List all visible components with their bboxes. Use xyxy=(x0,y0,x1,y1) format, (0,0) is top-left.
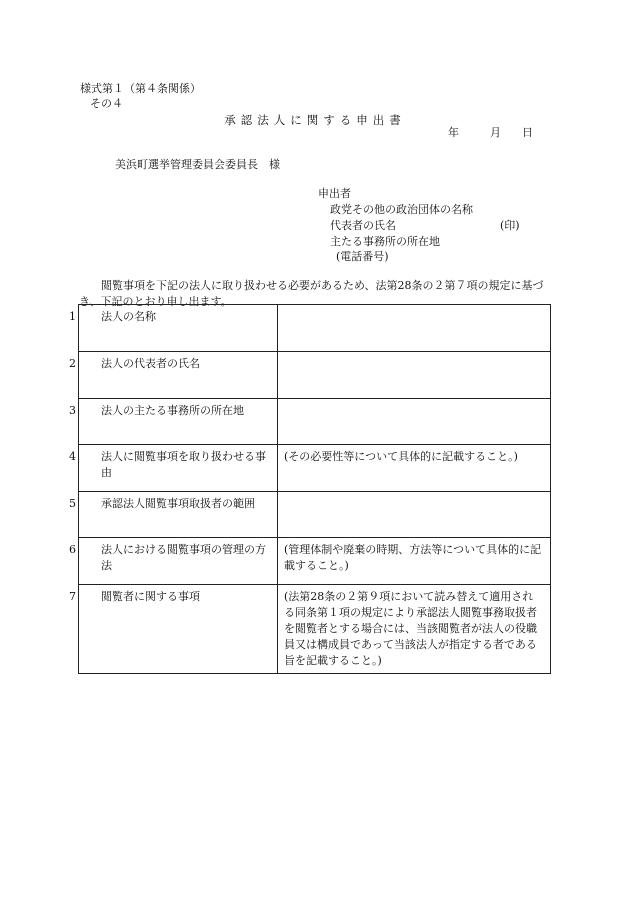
table-row xyxy=(79,445,551,492)
table-row xyxy=(79,585,551,674)
item-label: 承認法人閲覧事項取扱者の範囲 xyxy=(101,497,255,510)
item-label: 法人に閲覧事項を取り扱わせる事由 xyxy=(101,450,266,479)
item-label-cell xyxy=(69,585,278,674)
item-number: 6 xyxy=(69,543,76,556)
item-value-cell[interactable] xyxy=(278,305,551,352)
item-label: 法人における閲覧事項の管理の方法 xyxy=(101,543,266,572)
applicant-rep-name-label: 代表者の氏名 xyxy=(330,219,396,232)
applicant-phone-label: (電話番号) xyxy=(336,250,389,263)
table-row xyxy=(79,399,551,445)
item-value-cell[interactable] xyxy=(278,492,551,538)
table-row xyxy=(79,492,551,538)
item-label-cell xyxy=(69,492,278,538)
body-text: 閲覧事項を下記の法人に取り扱わせる必要があるため、法第28条の２第７項の規定に基づき、下記のとおり申し出ます。 xyxy=(79,279,544,308)
date-day: 日 xyxy=(522,126,533,139)
applicant-org-name-label: 政党その他の政治団体の名称 xyxy=(330,203,473,216)
item-label: 法人の名称 xyxy=(101,310,156,323)
item-note: (管理体制や廃棄の時期、方法等について具体的に記載すること。) xyxy=(284,543,542,572)
item-number: 2 xyxy=(69,357,76,370)
item-number: 5 xyxy=(69,497,76,510)
table-row xyxy=(79,352,551,399)
item-note: (その必要性等について具体的に記載すること。) xyxy=(284,450,518,463)
item-label-cell xyxy=(69,445,278,492)
date-year: 年 xyxy=(448,126,459,139)
item-note: (法第28条の２第９項において読み替えて適用される同条第１項の規定により承認法人閲覧事務取扱者を閲覧者とする場合には、当該閲覧者が法人の役職員又は構成員であって当該法人が指定する者である旨を記載すること。) xyxy=(284,590,537,667)
item-label: 閲覧者に関する事項 xyxy=(101,590,200,603)
item-value-cell[interactable] xyxy=(278,445,551,492)
item-number: 4 xyxy=(69,450,76,463)
item-number: 3 xyxy=(69,404,76,417)
applicant-office-label: 主たる事務所の所在地 xyxy=(330,235,440,248)
table-row xyxy=(79,305,551,352)
date-line xyxy=(448,126,533,140)
table-row xyxy=(79,538,551,585)
form-number: 様式第１（第４条関係） xyxy=(80,82,201,95)
items-table xyxy=(69,304,551,674)
form-sub-number: その４ xyxy=(90,97,123,110)
item-value-cell[interactable] xyxy=(278,538,551,585)
applicant-label: 申出者 xyxy=(318,187,351,200)
item-value-cell[interactable] xyxy=(278,585,551,674)
item-label-cell xyxy=(69,538,278,585)
item-label: 法人の主たる事務所の所在地 xyxy=(101,404,244,417)
document-title: 承認法人に関する申出書 xyxy=(224,113,406,127)
item-value-cell[interactable] xyxy=(278,399,551,445)
item-label-cell xyxy=(69,352,278,399)
item-label: 法人の代表者の氏名 xyxy=(101,357,200,370)
addressee: 美浜町選挙管理委員会委員長 様 xyxy=(115,158,280,171)
item-number: 7 xyxy=(69,590,76,603)
item-label-cell xyxy=(69,399,278,445)
seal-mark: (印) xyxy=(500,219,520,232)
item-number: 1 xyxy=(69,310,76,323)
item-label-cell xyxy=(69,305,278,352)
date-month: 月 xyxy=(490,126,501,139)
item-value-cell[interactable] xyxy=(278,352,551,399)
